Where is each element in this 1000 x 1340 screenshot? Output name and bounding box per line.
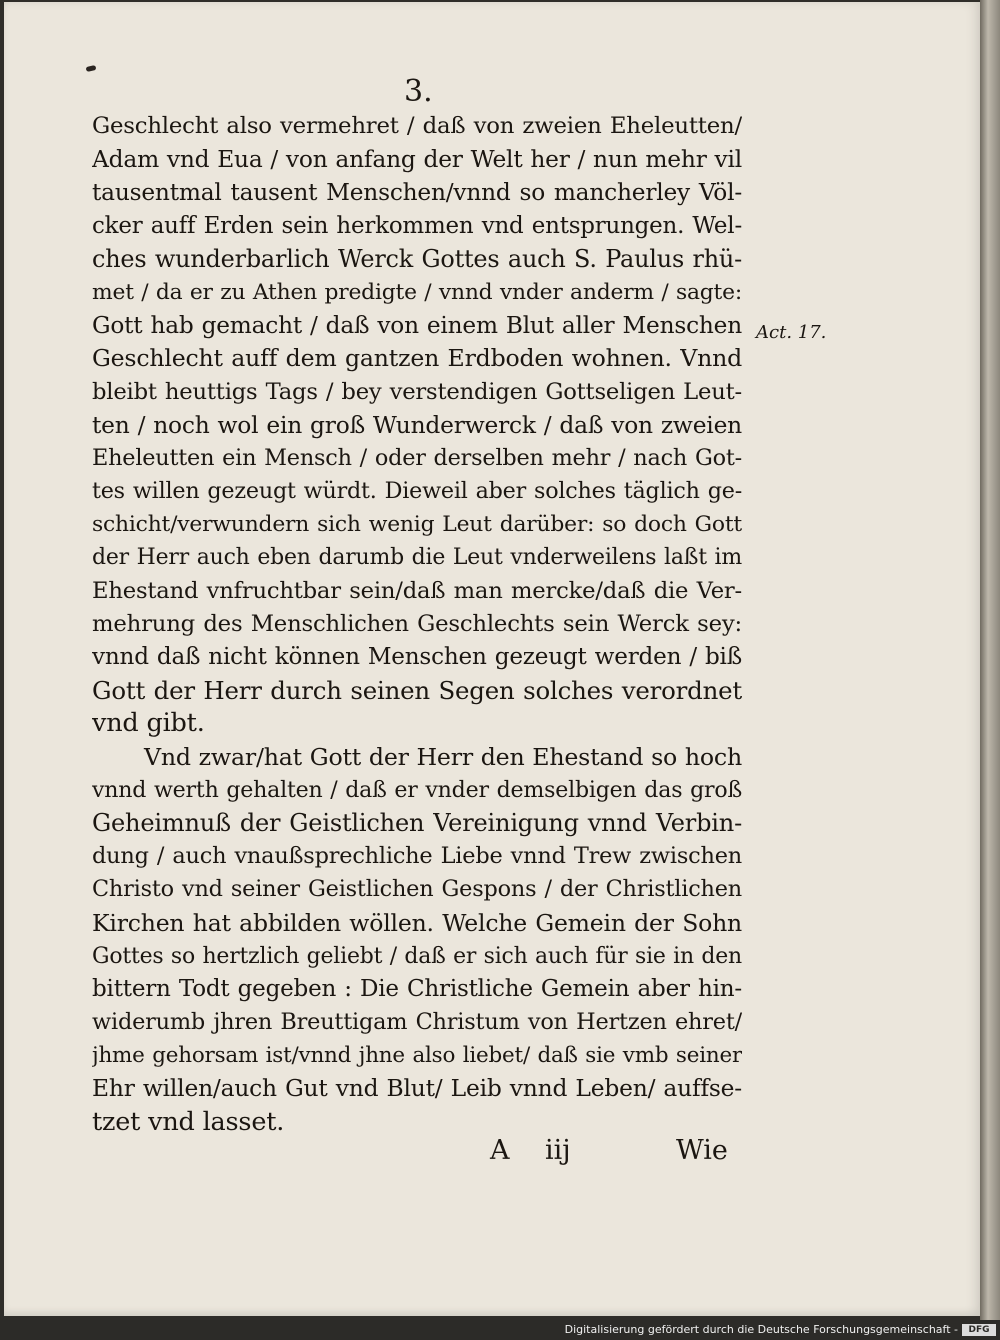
text-line: dung / auch vnaußsprechliche Liebe vnnd Trew zwischen bbox=[92, 843, 742, 870]
text-line: Adam vnd Eua / von anfang der Welt her / nun mehr vil bbox=[92, 145, 742, 174]
footer-credit: Digitalisierung gefördert durch die Deutsche Forschungsgemeinschaft - bbox=[564, 1323, 958, 1336]
text-line: cker auff Erden sein herkommen vnd entsprungen. Wel- bbox=[92, 212, 742, 239]
text-line: vnd gibt. bbox=[92, 708, 205, 739]
body-text bbox=[92, 110, 742, 1139]
footer-bar bbox=[0, 1320, 1000, 1340]
text-line: Geschlecht also vermehret / daß von zweien Eheleutten/ bbox=[92, 113, 742, 139]
text-line: Kirchen hat abbilden wöllen. Welche Gemein der Sohn bbox=[92, 908, 742, 937]
text-line: tzet vnd lasset. bbox=[92, 1106, 285, 1137]
text-line: Gott hab gemacht / daß von einem Blut aller Menschen bbox=[92, 312, 742, 340]
text-line: ten / noch wol ein groß Wunderwerck / daß von zweien bbox=[92, 410, 742, 439]
text-line: Gottes so hertzlich geliebt / daß er sich auch für sie in den bbox=[92, 943, 742, 969]
text-line: jhme gehorsam ist/vnnd jhne also liebet/ daß sie vmb seiner bbox=[92, 1043, 742, 1069]
text-line: met / da er zu Athen predigte / vnnd vnder anderm / sagte: bbox=[92, 279, 742, 305]
text-line: schicht/verwundern sich wenig Leut darüber: so doch Gott bbox=[92, 512, 742, 538]
text-line: Vnd zwar/hat Gott der Herr den Ehestand so hoch bbox=[144, 742, 742, 771]
text-line: Geheimnuß der Geistlichen Vereinigung vnnd Verbin- bbox=[92, 808, 742, 837]
text-line: ches wunderbarlich Werck Gottes auch S. Paulus rhü- bbox=[92, 244, 742, 273]
text-line: Ehestand vnfruchtbar sein/daß man mercke/daß die Ver- bbox=[92, 577, 742, 604]
text-line: widerumb jhren Breuttigam Christum von Hertzen ehret/ bbox=[92, 1009, 742, 1036]
text-line: Geschlecht auff dem gantzen Erdboden wohnen. Vnnd bbox=[92, 344, 742, 373]
text-line: Gott der Herr durch seinen Segen solches verordnet bbox=[92, 676, 742, 706]
text-line: bleibt heuttigs Tags / bey verstendigen Gottseligen Leut- bbox=[92, 378, 742, 405]
text-line: Ehr willen/auch Gut vnd Blut/ Leib vnnd Leben/ auffse- bbox=[92, 1074, 742, 1103]
signature-number: iij bbox=[545, 1135, 571, 1166]
page-edge bbox=[980, 0, 1000, 1320]
catchword: Wie bbox=[676, 1135, 728, 1166]
text-line: vnnd daß nicht können Menschen gezeugt werden / biß bbox=[92, 644, 742, 670]
dfg-logo: DFG bbox=[962, 1324, 996, 1336]
text-line: vnnd werth gehalten / daß er vnder demselbigen das groß bbox=[92, 777, 742, 803]
text-line: Eheleutten ein Mensch / oder derselben mehr / nach Got- bbox=[92, 444, 742, 471]
text-line: der Herr auch eben darumb die Leut vnderweilens laßt im bbox=[92, 545, 742, 571]
page-number: 3. bbox=[404, 74, 433, 109]
text-line: Christo vnd seiner Geistlichen Gespons / der Christlichen bbox=[92, 876, 742, 903]
text-line: tausentmal tausent Menschen/vnnd so mancherley Völ- bbox=[92, 179, 742, 207]
margin-note: Act. 17. bbox=[756, 322, 827, 343]
text-line: tes willen gezeugt würdt. Dieweil aber solches täglich ge- bbox=[92, 478, 742, 505]
text-line: mehrung des Menschlichen Geschlechts sein Werck sey: bbox=[92, 610, 742, 637]
text-line: bittern Todt gegeben : Die Christliche Gemein aber hin- bbox=[92, 975, 742, 1002]
signature-mark: A bbox=[490, 1135, 510, 1166]
